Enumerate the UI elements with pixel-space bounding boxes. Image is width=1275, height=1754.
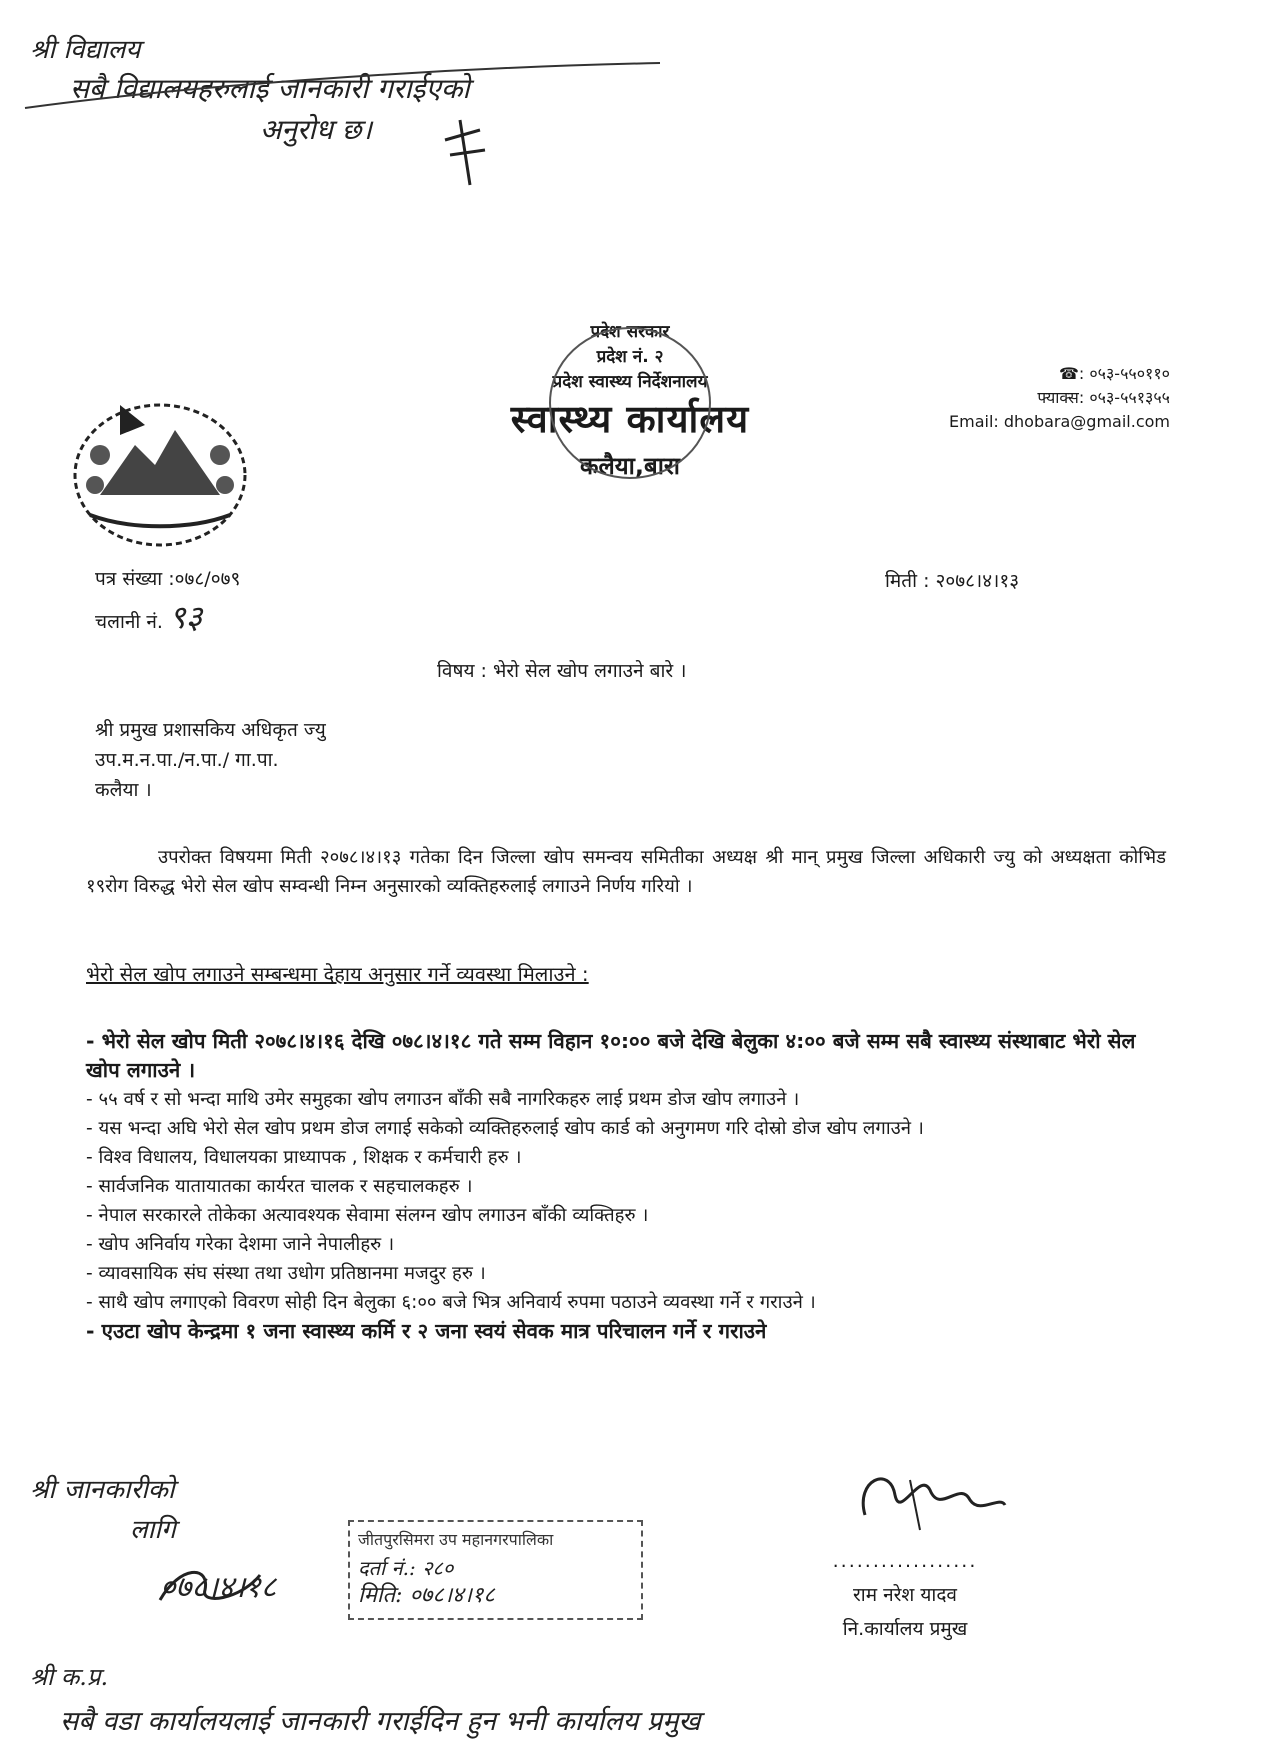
stamp-line-1: जीतपुरसिमरा उप महानगरपालिका	[358, 1530, 554, 1549]
list-item: - ५५ वर्ष र सो भन्दा माथि उमेर समुहका खोप लगाउन बाँकी सबै नागरिकहरु लाई प्रथम डोज खोप लगाउने ।	[86, 1089, 800, 1110]
phone-number: ☎: ०५३-५५०११०	[1058, 364, 1170, 383]
recipient-line-3: कलैया ।	[95, 779, 152, 801]
forward-note-line-1: श्री जानकारीको	[30, 1475, 175, 1505]
letter-date: मिती : २०७८।४।१३	[885, 570, 1020, 592]
bottom-handwritten-note: सबै वडा कार्यालयलाई जानकारी गराईदिन हुन भनी कार्यालय प्रमुख	[60, 1706, 701, 1737]
signature-block	[790, 1490, 1020, 1646]
office-name: स्वास्थ्य कार्यालय	[510, 397, 750, 441]
top-note-line-1: श्री विद्यालय	[30, 35, 141, 65]
dispatch-number-value: ९३	[169, 598, 203, 636]
office-seal-ring-icon	[540, 318, 720, 488]
office-place: कलैया,बारा	[580, 452, 680, 480]
dispatch-number-label: चलानी नं.	[95, 611, 169, 633]
top-note-underline	[20, 58, 670, 118]
signatory-name: राम नरेश यादव	[853, 1584, 957, 1606]
recipient-line-2: उप.म.न.पा./न.पा./ गा.पा.	[95, 749, 279, 771]
top-note-line-2: सबै विद्यालयहरुलाई जानकारी गराईएको	[70, 72, 470, 105]
list-item: - खोप अनिर्वाय गरेका देशमा जाने नेपालीहरु ।	[86, 1234, 395, 1255]
fax-number: फ्याक्स: ०५३-५५१३५५	[1037, 388, 1170, 407]
dispatch-number	[95, 595, 202, 638]
signatory-title: नि.कार्यालय प्रमुख	[842, 1618, 968, 1640]
letter-subject: विषय : भेरो सेल खोप लगाउने बारे ।	[437, 660, 687, 682]
list-item: - सार्वजनिक यातायातका कार्यरत चालक र सहचालकहरु ।	[86, 1176, 473, 1197]
instruction-list	[86, 1027, 1166, 1346]
stamp-line-2: दर्ता नं.: २८०	[358, 1556, 454, 1580]
cc-label: श्री क.प्र.	[30, 1663, 109, 1691]
list-item: - एउटा खोप केन्द्रमा १ जना स्वास्थ्य कर्मि र २ जना स्वयं सेवक मात्र परिचालन गर्ने र गराउने	[86, 1319, 767, 1343]
top-note-initial-mark	[440, 110, 500, 190]
letterhead-line-1: प्रदेश सरकार	[590, 322, 670, 342]
stamp-line-3: मिति: ०७८।४।१८	[358, 1583, 495, 1608]
list-item: - व्यावसायिक संघ संस्था तथा उधोग प्रतिष्ठानमा मजदुर हरु ।	[86, 1263, 486, 1284]
section-heading: भेरो सेल खोप लगाउने सम्बन्धमा देहाय अनुसार गर्ने व्यवस्था मिलाउने :	[86, 962, 589, 986]
contact-block	[900, 362, 1170, 434]
signature-dots: ..................	[832, 1550, 978, 1572]
forward-note-line-3: ०७८।४।१८	[160, 1570, 277, 1605]
intro-paragraph: उपरोक्त विषयमा मिती २०७८।४।१३ गतेका दिन जिल्ला खोप समन्वय समितीका अध्यक्ष श्री मान् प्रमुख जिल्ला अधिकारी ज्यु को अध्यक्षता कोभिड १९रोग विरुद्ध भेरो सेल खोप सम्वन्धी निम्न अनुसारको व्यक्तिहरुलाई लगाउने निर्णय गरियो ।	[86, 847, 1166, 897]
forward-note-signature-mark	[150, 1560, 270, 1610]
email-address: Email: dhobara@gmail.com	[949, 412, 1170, 431]
letterhead-line-2: प्रदेश नं. २	[596, 347, 664, 367]
registration-stamp	[348, 1520, 643, 1620]
list-item: - विश्व विधालय, विधालयका प्राध्यापक , शिक्षक र कर्मचारी हरु ।	[86, 1147, 522, 1168]
recipient-line-1: श्री प्रमुख प्रशासकिय अधिकृत ज्यु	[95, 719, 326, 741]
list-item: - साथै खोप लगाएको विवरण सोही दिन बेलुका ६:०० बजे भित्र अनिवार्य रुपमा पठाउने व्यवस्था गर्ने र गराउने ।	[86, 1292, 816, 1313]
nepal-emblem-icon	[60, 385, 260, 555]
recipient-block	[95, 715, 326, 805]
top-note-line-3: अनुरोध छ।	[260, 113, 372, 146]
letter-number: पत्र संख्या :०७८/०७९	[95, 568, 241, 590]
forward-note-line-2: लागि	[130, 1515, 176, 1545]
letterhead-line-3: प्रदेश स्वास्थ्य निर्देशनालय	[552, 372, 708, 392]
list-item: - भेरो सेल खोप मिती २०७८।४।१६ देखि ०७८।४।१८ गते सम्म विहान १०:०० बजे देखि बेलुका ४:०० बजे सम्म सबै स्वास्थ्य संस्थाबाट भेरो सेल खोप लगाउने ।	[86, 1029, 1136, 1082]
list-item: - नेपाल सरकारले तोकेका अत्यावश्यक सेवामा संलग्न खोप लगाउन बाँकी व्यक्तिहरु ।	[86, 1205, 649, 1226]
list-item: - यस भन्दा अघि भेरो सेल खोप प्रथम डोज लगाई सकेको व्यक्तिहरुलाई खोप कार्ड को अनुगमण गरि दोस्रो डोज खोप लगाउने ।	[86, 1118, 924, 1139]
